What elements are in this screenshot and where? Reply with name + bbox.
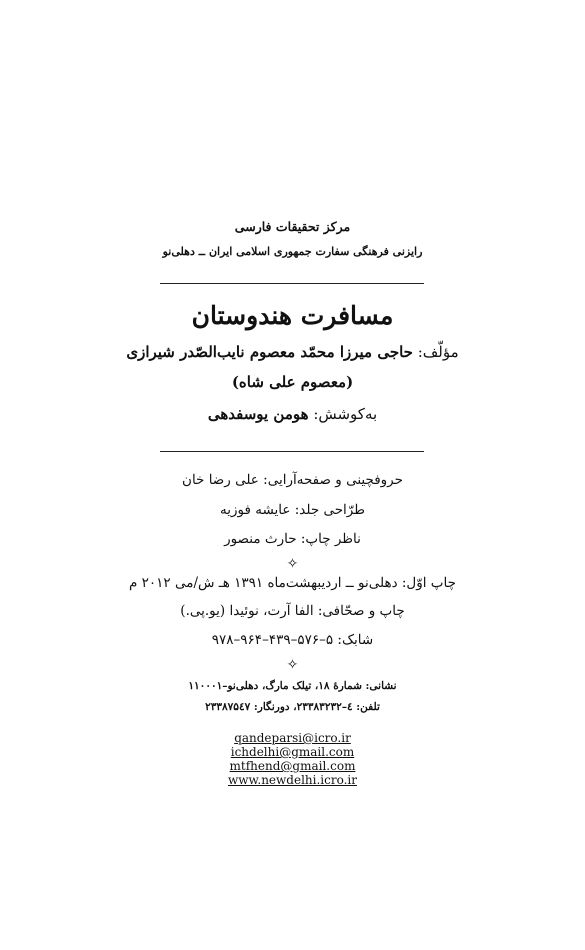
email-line xyxy=(0,731,585,745)
isbn: شابک: ۵–۵۷۶–۴۳۹–۹۶۴–۹۷۸ xyxy=(211,632,374,648)
email-link[interactable]: qandeparsi@icro.ir xyxy=(234,731,351,745)
email-line xyxy=(0,745,585,759)
author-name: حاجی میرزا محمّد معصوم نایب‌الصّدر شیرازی xyxy=(126,343,413,361)
author-label: مؤلّف: xyxy=(417,343,459,361)
typesetting-credit: حروفچینی و صفحه‌آرایی: علی رضا خان xyxy=(182,472,403,488)
edition-info: چاپ اوّل: دهلی‌نو ــ اردیبهشت‌ماه ۱۳۹۱ هـ ش/می ۲۰۱۲ م xyxy=(129,575,456,591)
cover-design-credit: طرّاحی جلد: عایشه فوزیه xyxy=(219,502,365,518)
website-link[interactable]: www.newdelhi.icro.ir xyxy=(227,773,357,787)
divider-middle xyxy=(160,451,424,452)
editor-name: هومن یوسفدهی xyxy=(207,405,309,423)
editor-line xyxy=(0,405,585,423)
printer-info: چاپ و صحّافی: الفا آرت، نوئیدا (یو.پی.) xyxy=(180,603,405,619)
print-supervisor-credit: ناظر چاپ: حارث منصور xyxy=(224,531,361,547)
book-title: مسافرت هندوستان xyxy=(191,301,394,330)
center-name: مرکز تحقیقات فارسی xyxy=(234,219,351,234)
editor-label: به‌کوشش: xyxy=(313,405,378,423)
ornament-star-icon: ✧ xyxy=(286,556,299,572)
website-line xyxy=(0,773,585,787)
phone-fax: تلفن: ٤–۲۳۳۸۳۲۳۲، دورنگار: ۲۳۳۸۷۵٤۷ xyxy=(205,701,380,713)
divider-top xyxy=(160,283,424,284)
institution-name: رایزنی فرهنگی سفارت جمهوری اسلامی ایران ــ دهلی‌نو xyxy=(162,245,423,258)
address: نشانی: شمارۀ ۱۸، تیلک مارگ، دهلی‌نو–۱۱۰۰۰۱ xyxy=(188,680,397,692)
email-link[interactable]: mtfhend@gmail.com xyxy=(229,759,356,773)
author-line xyxy=(0,343,585,361)
email-line xyxy=(0,759,585,773)
ornament-star-icon-2: ✧ xyxy=(286,657,299,673)
email-link[interactable]: ichdelhi@gmail.com xyxy=(230,745,355,759)
author-alias: (معصوم علی شاه) xyxy=(231,373,354,391)
